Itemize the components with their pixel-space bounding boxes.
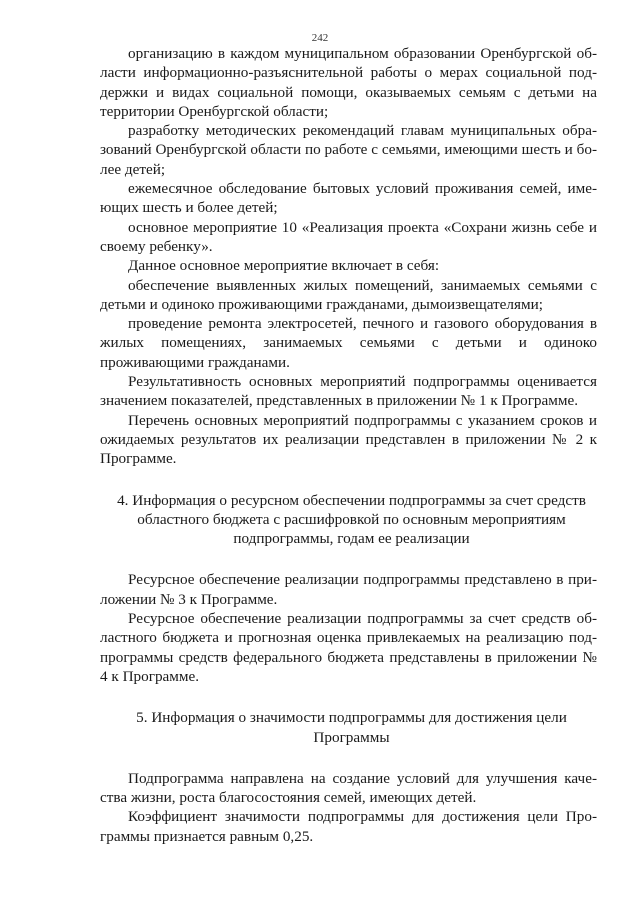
page-number: 242 — [311, 32, 329, 44]
paragraph: Ресурсное обеспечение реализации подпрограммы за счет средств областного бюджета и прогнозная оценка привлекаемых на реализацию подпрограммы средств федерального бюджета представлены в приложении № 4 к Программе. — [100, 610, 597, 685]
paragraph: Данное основное мероприятие включает в себя: — [128, 257, 440, 275]
paragraph: проведение ремонта электросетей, печного и газового оборудования в жилых помещениях, занимаемых семьями с детьми и одиноко проживающими гражданами. — [100, 315, 597, 371]
paragraph: организацию в каждом муниципальном образовании Оренбургской области информационно-разъяснительной работы о мерах социальной поддержки и видах социальной помощи, оказываемых семьям с детьми на территории Оренбургской области; — [100, 45, 597, 120]
section-5-heading: 5. Информация о значимости подпрограммы для достижения цели Программы — [136, 709, 567, 746]
paragraph: Результативность основных мероприятий подпрограммы оценивается значением показателей, представленных в приложении № 1 к Программе. — [100, 373, 597, 410]
paragraph: основное мероприятие 10 «Реализация проекта «Сохрани жизнь себе и своему ребенку». — [100, 218, 597, 255]
paragraph: Коэффициент значимости подпрограммы для достижения цели Программы признается равным 0,25. — [100, 808, 597, 845]
paragraph: Перечень основных мероприятий подпрограммы с указанием сроков и ожидаемых результатов их реализации представлен в приложении № 2 к Программе. — [100, 411, 597, 468]
paragraph: разработку методических рекомендаций главам муниципальных образований Оренбургской области по работе с семьями, имеющими шесть и более детей; — [100, 122, 597, 178]
paragraph: Ресурсное обеспечение реализации подпрограммы представлено в приложении № 3 к Программе. — [100, 571, 597, 608]
document-body — [100, 44, 597, 846]
paragraph: обеспечение выявленных жилых помещений, занимаемых семьями с детьми и одиноко проживающими гражданами, дымоизвещателями; — [100, 276, 597, 313]
section-4-heading: 4. Информация о ресурсном обеспечении подпрограммы за счет средств областного бюджета с расшифровкой по основным мероприятиям подпрограммы, годам ее реализации — [117, 491, 586, 548]
paragraph: ежемесячное обследование бытовых условий проживания семей, имеющих шесть и более детей; — [100, 180, 597, 217]
paragraph: Подпрограмма направлена на создание условий для улучшения качества жизни, роста благосостояния семей, имеющих детей. — [100, 769, 597, 807]
